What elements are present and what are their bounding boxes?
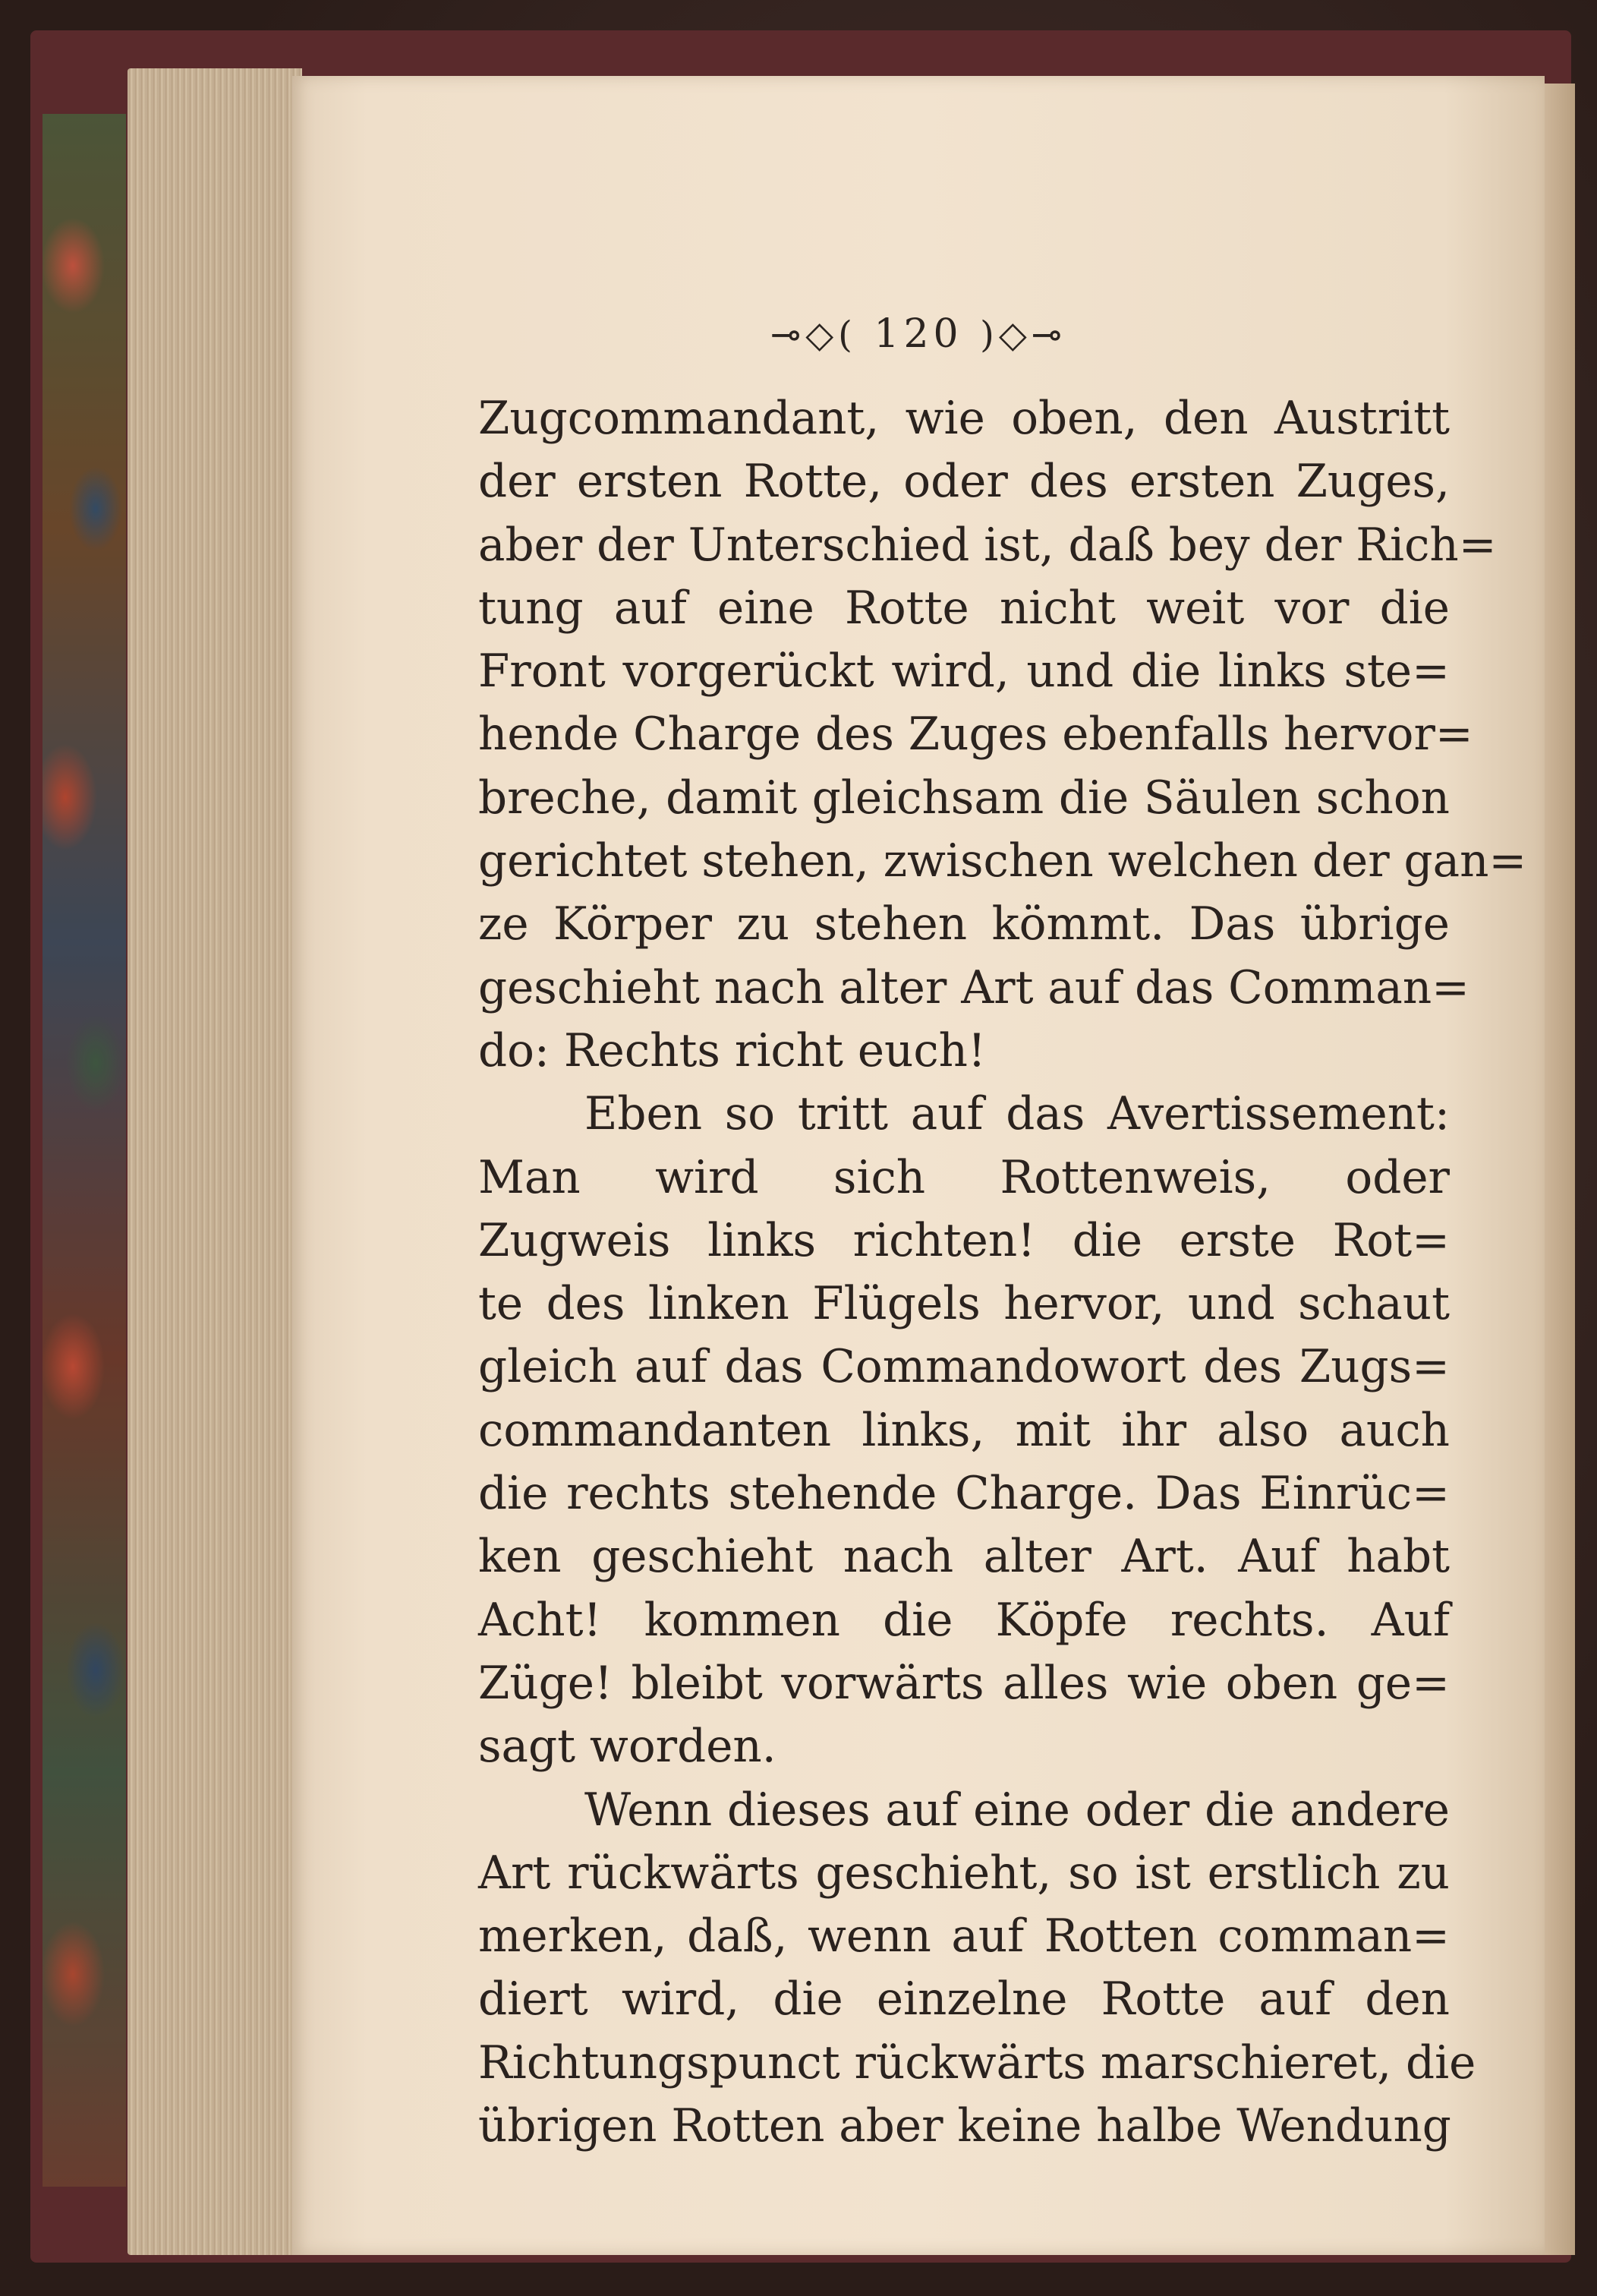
text-line: Richtungspunct rückwärts marschieret, die [478, 2036, 1476, 2089]
text-line: die rechts stehende Charge. Das Einrüc= [478, 1468, 1450, 1521]
text-line: Art rückwärts geschieht, so ist erstlich zu [478, 1847, 1450, 1900]
text-line: ze Körper zu stehen kömmt. Das übrige [478, 898, 1450, 951]
text-line: commandanten links, mit ihr also auch [478, 1404, 1450, 1457]
text-line: breche, damit gleichsam die Säulen schon [478, 771, 1450, 825]
left-ornament: ⊸◇( [770, 314, 857, 356]
text-line: übrigen Rotten aber keine halbe Wendung [478, 2100, 1451, 2153]
text-line: Acht! kommen die Köpfe rechts. Auf [478, 1594, 1450, 1647]
page-edges [128, 68, 302, 2255]
text-line: diert wird, die einzelne Rotte auf den [478, 1973, 1450, 2026]
body-text [478, 387, 1527, 2158]
text-line: aber der Unterschied ist, daß bey der Rich= [478, 519, 1497, 572]
text-line: der ersten Rotte, oder des ersten Zuges, [478, 456, 1450, 509]
text-line: do: Rechts richt euch! [478, 1024, 986, 1077]
text-line: te des linken Flügels hervor, und schaut [478, 1278, 1450, 1331]
text-line: geschieht nach alter Art auf das Comman= [478, 961, 1470, 1014]
marbled-endpaper [43, 114, 126, 2187]
text-line: tung auf eine Rotte nicht weit vor die [478, 582, 1450, 635]
text-line: hende Charge des Zuges ebenfalls hervor= [478, 708, 1473, 762]
text-line: Wenn dieses auf eine oder die andere [584, 1784, 1450, 1837]
text-line: gleich auf das Commandowort des Zugs= [478, 1341, 1450, 1394]
text-line: Man wird sich Rottenweis, oder [478, 1151, 1450, 1204]
page-number: 120 [874, 311, 963, 357]
text-line: Zugweis links richten! die erste Rot= [478, 1214, 1450, 1267]
text-line: Zugcommandant, wie oben, den Austritt [478, 393, 1450, 445]
text-line: Eben so tritt auf das Avertissement: [584, 1088, 1450, 1141]
text-line: merken, daß, wenn auf Rotten comman= [478, 1910, 1450, 1963]
adjacent-page-edge [1545, 84, 1575, 2255]
text-line: Züge! bleibt vorwärts alles wie oben ge= [478, 1657, 1450, 1710]
text-line: ken geschieht nach alter Art. Auf habt [478, 1531, 1450, 1584]
text-line: sagt worden. [478, 1720, 776, 1774]
text-line: Front vorgerückt wird, und die links ste= [478, 645, 1450, 699]
page-header [292, 311, 1545, 357]
book-page [292, 76, 1545, 2255]
text-line: gerichtet stehen, zwischen welchen der gan= [478, 835, 1527, 888]
right-ornament: )◇⊸ [980, 314, 1067, 356]
